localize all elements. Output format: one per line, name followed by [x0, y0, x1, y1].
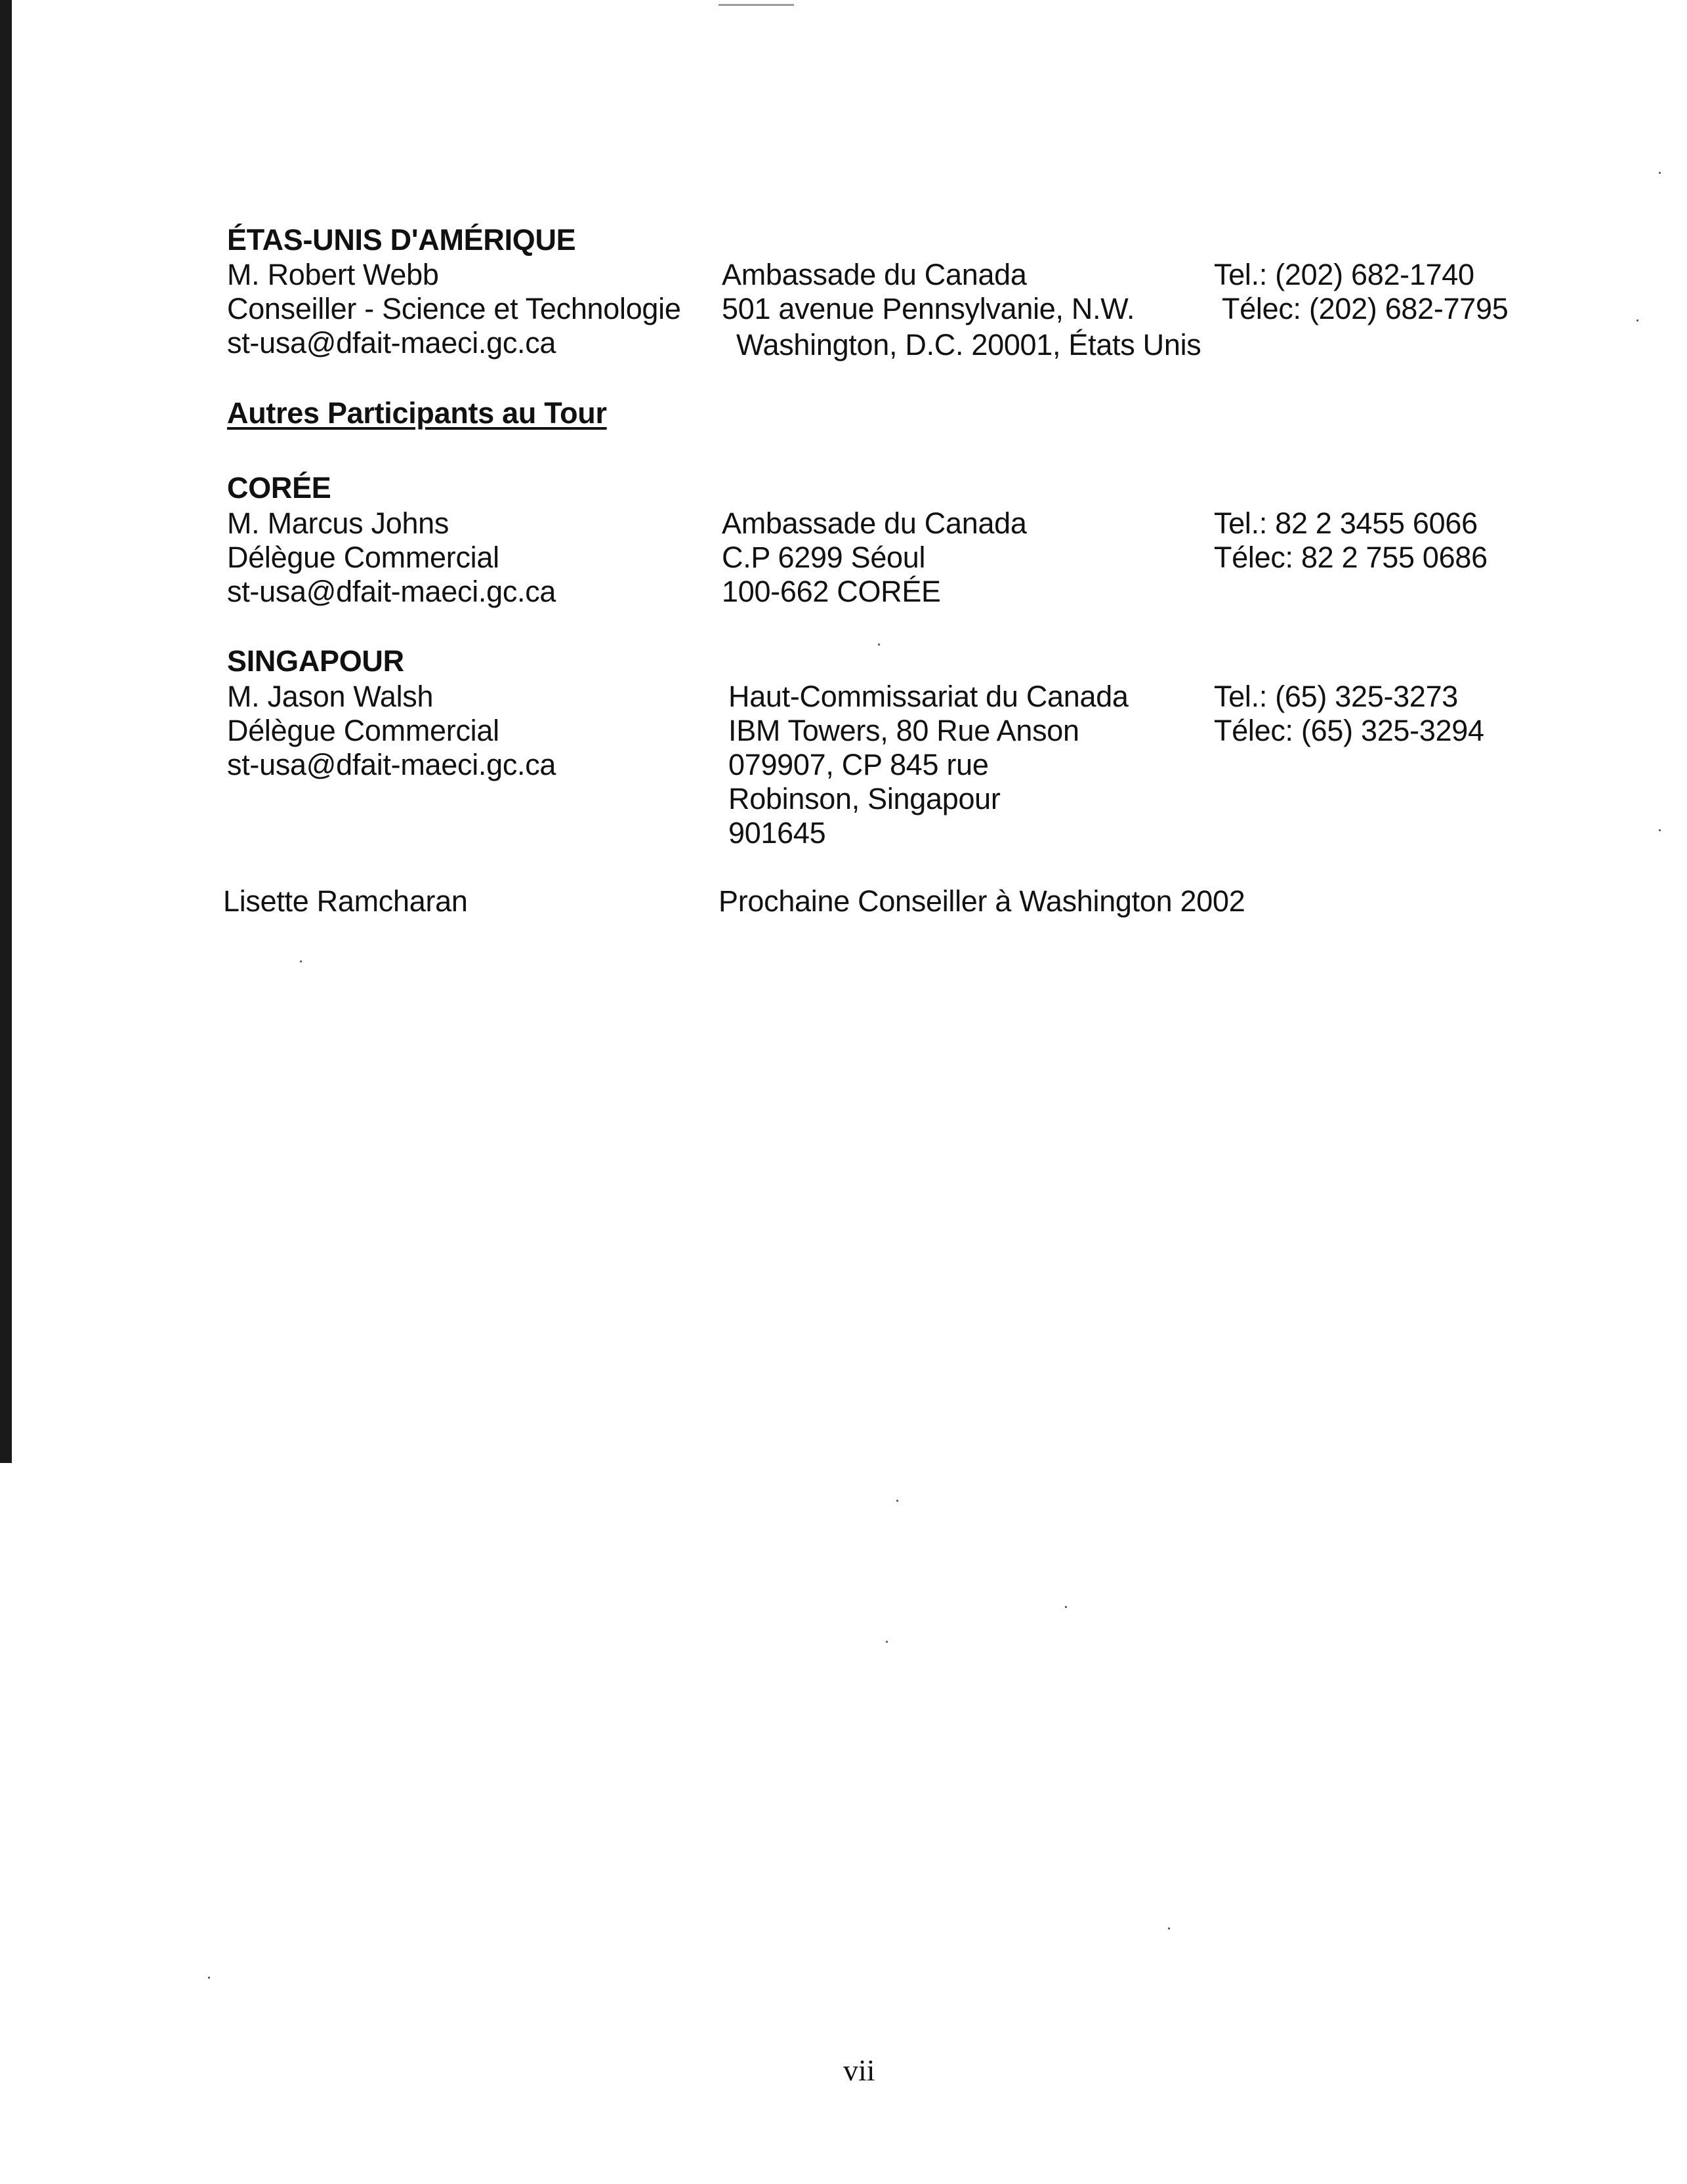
singapore-contact-name: M. Jason Walsh: [227, 680, 434, 713]
scan-edge-shadow: [0, 0, 12, 1463]
scan-speck: [1659, 829, 1661, 831]
scan-speck: [1636, 319, 1638, 321]
usa-contact-email: st-usa@dfait-maeci.gc.ca: [227, 326, 556, 360]
singapore-address-line-5: 901645: [728, 816, 826, 850]
korea-contact-title: Délègue Commercial: [227, 541, 499, 574]
korea-tel: Tel.: 82 2 3455 6066: [1214, 506, 1478, 540]
usa-tel: Tel.: (202) 682-1740: [1214, 258, 1474, 291]
scan-top-mark: [719, 4, 794, 6]
usa-address-line-3: Washington, D.C. 20001, États Unis: [736, 328, 1201, 361]
page-number: vii: [843, 2053, 875, 2087]
successor-name: Lisette Ramcharan: [223, 884, 468, 918]
korea-heading: CORÉE: [227, 471, 331, 505]
korea-contact-name: M. Marcus Johns: [227, 506, 449, 540]
singapore-tel: Tel.: (65) 325-3273: [1214, 680, 1459, 713]
usa-heading: ÉTAS-UNIS D'AMÉRIQUE: [227, 223, 576, 257]
korea-contact-email: st-usa@dfait-maeci.gc.ca: [227, 575, 556, 608]
scan-speck: [896, 1500, 898, 1502]
korea-address-line-3: 100-662 CORÉE: [722, 575, 941, 608]
scan-speck: [886, 1641, 888, 1643]
usa-contact-name: M. Robert Webb: [227, 258, 439, 291]
korea-address-line-2: C.P 6299 Séoul: [722, 541, 926, 574]
korea-address-line-1: Ambassade du Canada: [722, 506, 1027, 540]
singapore-address-line-3: 079907, CP 845 rue: [728, 748, 989, 781]
usa-fax: Télec: (202) 682-7795: [1222, 292, 1509, 325]
scan-speck: [300, 960, 302, 962]
usa-address-line-1: Ambassade du Canada: [722, 258, 1027, 291]
others-heading: Autres Participants au Tour: [227, 396, 607, 430]
usa-address-line-2: 501 avenue Pennsylvanie, N.W.: [722, 292, 1135, 325]
singapore-fax: Télec: (65) 325-3294: [1214, 714, 1484, 747]
scan-speck: [878, 644, 880, 646]
singapore-address-line-4: Robinson, Singapour: [728, 782, 1001, 815]
scan-speck: [1168, 1927, 1170, 1929]
scan-speck: [208, 1977, 210, 1979]
singapore-heading: SINGAPOUR: [227, 644, 404, 678]
usa-contact-title: Conseiller - Science et Technologie: [227, 292, 681, 325]
scan-speck: [1659, 172, 1661, 174]
singapore-contact-email: st-usa@dfait-maeci.gc.ca: [227, 748, 556, 781]
korea-fax: Télec: 82 2 755 0686: [1214, 541, 1488, 574]
successor-note: Prochaine Conseiller à Washington 2002: [719, 884, 1245, 918]
singapore-address-line-2: IBM Towers, 80 Rue Anson: [728, 714, 1079, 747]
singapore-contact-title: Délègue Commercial: [227, 714, 499, 747]
singapore-address-line-1: Haut-Commissariat du Canada: [728, 680, 1129, 713]
scan-speck: [1065, 1606, 1067, 1608]
